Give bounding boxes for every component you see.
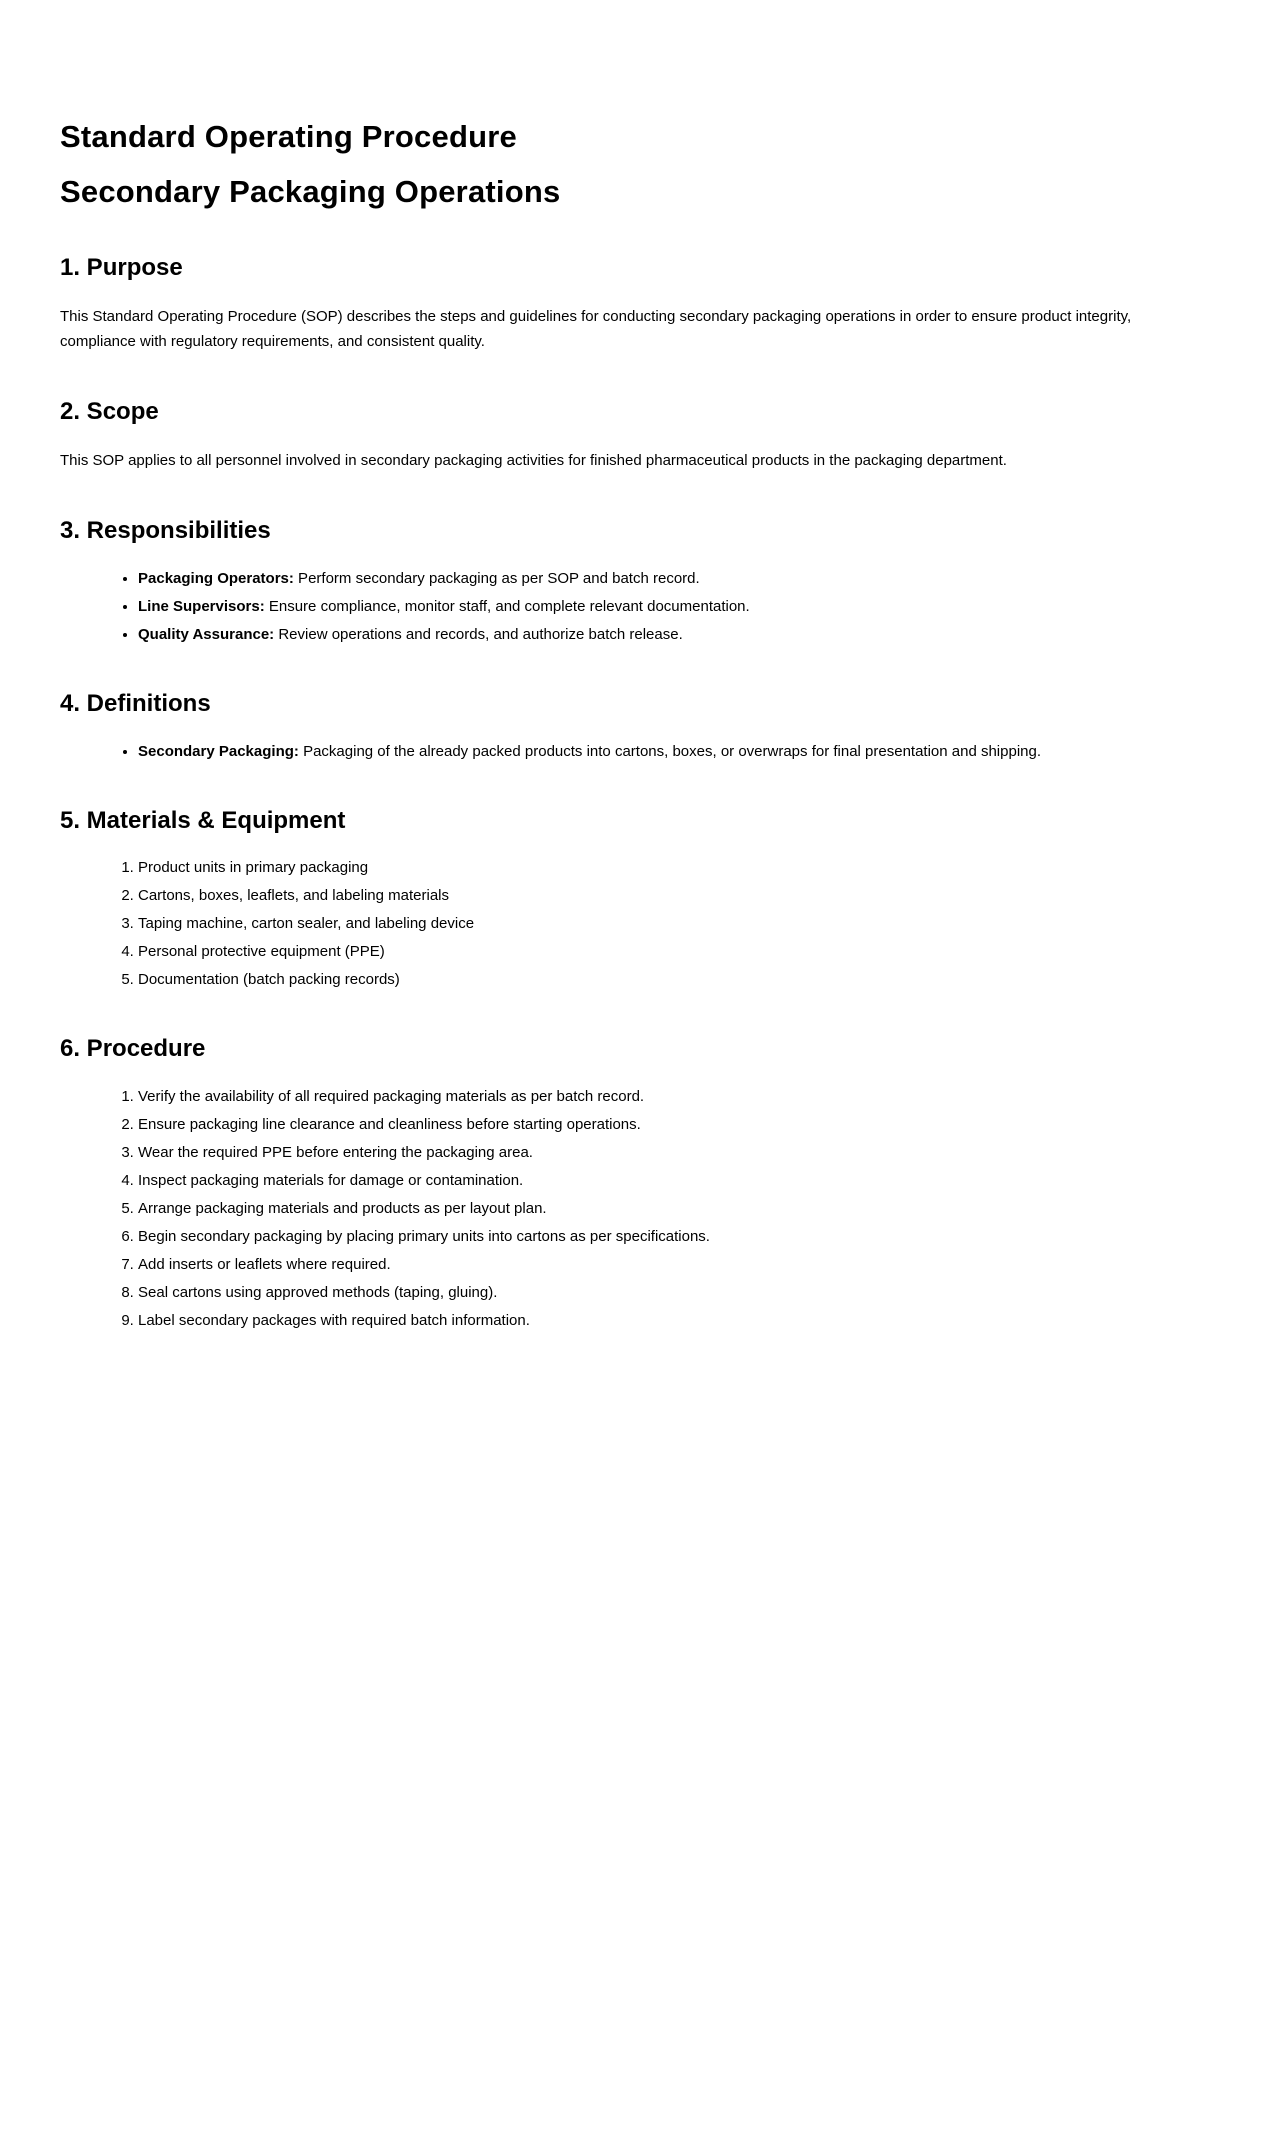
- list-item: 4. Inspect packaging materials for damage or contamination.: [138, 1169, 1145, 1192]
- list-item: [138, 595, 1145, 618]
- list-item: [138, 567, 1145, 590]
- list-item: 2. Cartons, boxes, leaflets, and labeling materials: [138, 884, 1145, 907]
- list-item: 7. Add inserts or leaflets where required.: [138, 1253, 1145, 1276]
- document-section: [60, 254, 1145, 354]
- list-item-text: Review operations and records, and authorize batch release.: [274, 625, 683, 643]
- list-item-label: Secondary Packaging:: [138, 742, 299, 760]
- section-heading: 6. Procedure: [60, 1035, 206, 1063]
- list-item: 3. Wear the required PPE before entering the packaging area.: [138, 1141, 1145, 1164]
- document-section: [60, 517, 1145, 646]
- list-item: 5. Arrange packaging materials and products as per layout plan.: [138, 1197, 1145, 1220]
- section-paragraph: This SOP applies to all personnel involved in secondary packaging activities for finished pharmaceutical products in the packaging department.: [60, 451, 1007, 469]
- document-section: [60, 398, 1145, 473]
- list-item-text: Ensure compliance, monitor staff, and complete relevant documentation.: [264, 597, 750, 615]
- section-heading: 1. Purpose: [60, 254, 183, 282]
- section-heading: 4. Definitions: [60, 689, 211, 717]
- list-item: 4. Personal protective equipment (PPE): [138, 940, 1145, 963]
- list-item: 1. Product units in primary packaging: [138, 856, 1145, 879]
- document-title: Standard Operating Procedure: [60, 119, 517, 154]
- list-item-text: Perform secondary packaging as per SOP and batch record.: [293, 569, 700, 587]
- list-item: 1. Verify the availability of all required packaging materials as per batch record.: [138, 1085, 1145, 1108]
- list-item: 8. Seal cartons using approved methods (taping, gluing).: [138, 1281, 1145, 1304]
- list-item: 3. Taping machine, carton sealer, and labeling device: [138, 912, 1145, 935]
- numbered-list: [60, 856, 1145, 991]
- list-item-label: Packaging Operators:: [138, 569, 294, 587]
- list-item: 5. Documentation (batch packing records): [138, 968, 1145, 991]
- section-heading: 3. Responsibilities: [60, 516, 271, 544]
- document-subtitle: Secondary Packaging Operations: [60, 174, 561, 210]
- list-item-label: Quality Assurance:: [138, 625, 275, 643]
- list-item: 9. Label secondary packages with required batch information.: [138, 1309, 1145, 1332]
- bullet-list: [60, 740, 1145, 763]
- section-paragraph: This Standard Operating Procedure (SOP) describes the steps and guidelines for conducting secondary packaging operations in order to ensure product integrity, compliance with regulatory requirements, and consistent quality.: [60, 308, 1132, 351]
- bullet-list: [60, 567, 1145, 646]
- list-item: 6. Begin secondary packaging by placing primary units into cartons as per specifications.: [138, 1225, 1145, 1248]
- list-item: [138, 740, 1145, 763]
- numbered-list: [60, 1085, 1145, 1332]
- document-section: [60, 807, 1145, 992]
- document-section: [60, 690, 1145, 763]
- list-item: [138, 623, 1145, 646]
- list-item: 2. Ensure packaging line clearance and cleanliness before starting operations.: [138, 1113, 1145, 1136]
- section-heading: 2. Scope: [60, 398, 159, 426]
- document-sections: [60, 254, 1145, 1332]
- list-item-text: Packaging of the already packed products into cartons, boxes, or overwraps for final presentation and shipping.: [298, 742, 1042, 760]
- section-heading: 5. Materials & Equipment: [60, 806, 346, 834]
- list-item-label: Line Supervisors:: [138, 597, 265, 615]
- document-section: [60, 1035, 1145, 1332]
